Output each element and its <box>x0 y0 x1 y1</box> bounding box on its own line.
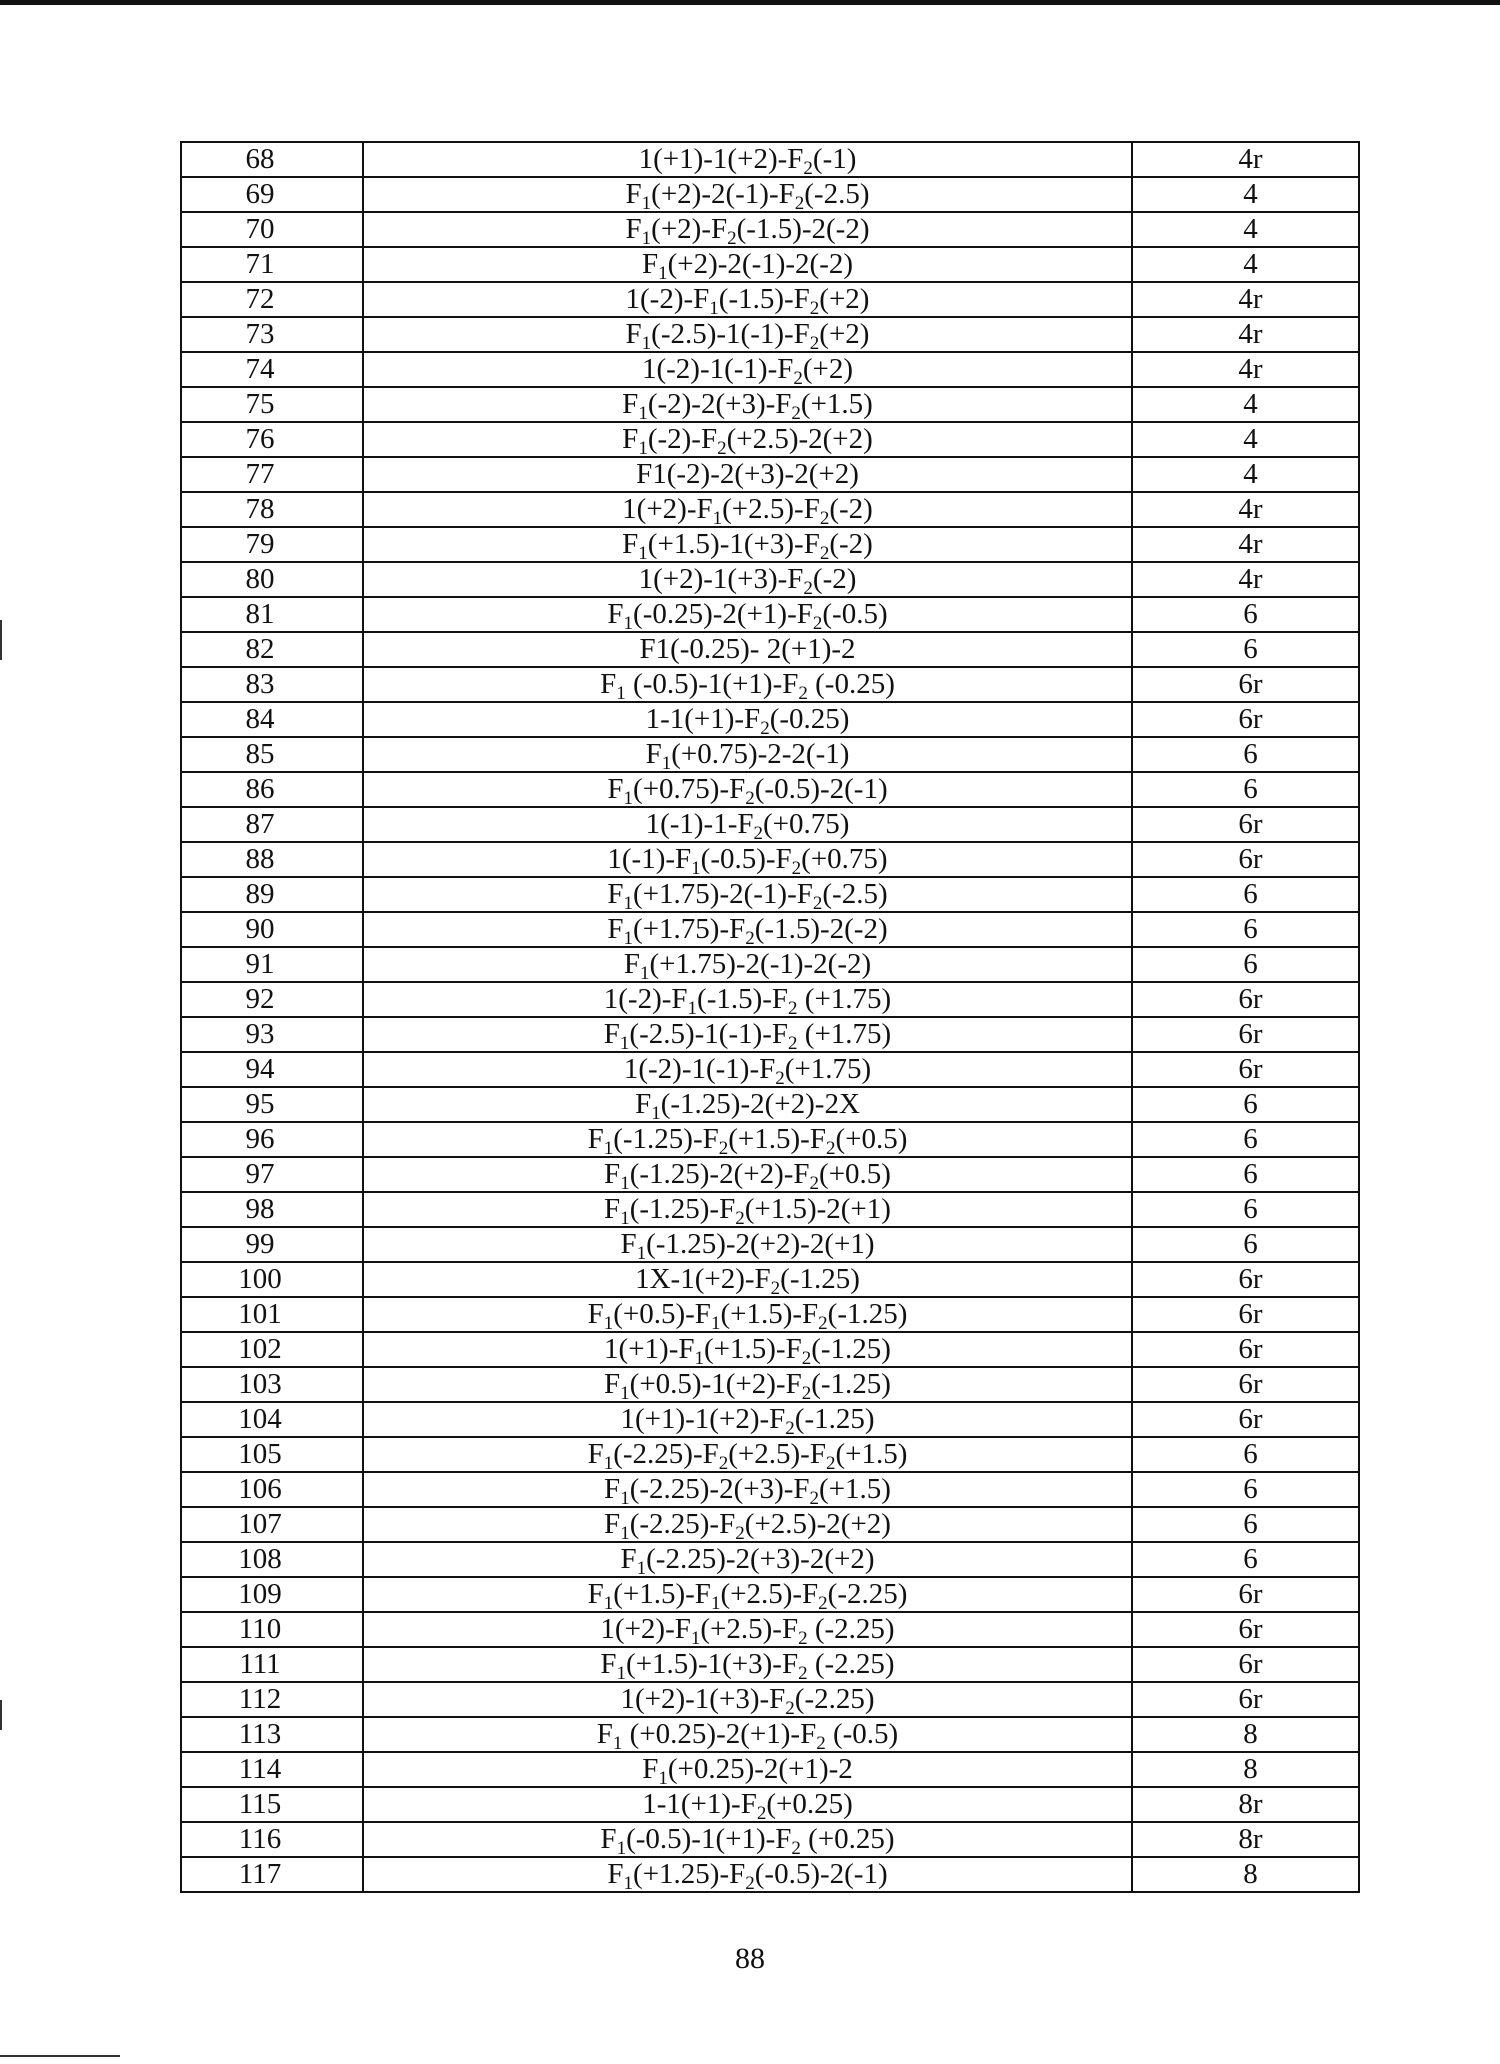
table-row <box>181 1542 1359 1577</box>
table-row <box>181 597 1359 632</box>
symmetry-cell: 8 <box>1132 1857 1359 1892</box>
symmetry-cell: 6r <box>1132 1262 1359 1297</box>
sequence-code-cell: $1(+2)-F_1(+2.5)-F_2(-2)$ <box>363 492 1132 527</box>
table-row <box>181 1227 1359 1262</box>
row-number-cell: 69 <box>181 177 363 212</box>
row-number-cell: 84 <box>181 702 363 737</box>
sequence-code-cell: $1(-2)-F_1(-1.5)-F_2$ (+1.75) <box>363 982 1132 1017</box>
row-number-cell: 94 <box>181 1052 363 1087</box>
symmetry-cell: 4r <box>1132 492 1359 527</box>
row-number-cell: 113 <box>181 1717 363 1752</box>
table-row <box>181 1857 1359 1892</box>
table-row <box>181 527 1359 562</box>
symmetry-cell: 6r <box>1132 1367 1359 1402</box>
row-number-cell: 82 <box>181 632 363 667</box>
row-number-cell: 91 <box>181 947 363 982</box>
table-row <box>181 667 1359 702</box>
table-row <box>181 212 1359 247</box>
sequence-code-cell: $F_1$ $(-0.5)-1(+1)-F_2$ (-0.25) <box>363 667 1132 702</box>
row-number-cell: 89 <box>181 877 363 912</box>
row-number-cell: 77 <box>181 457 363 492</box>
symmetry-cell: 4r <box>1132 562 1359 597</box>
scan-left-mark <box>0 620 2 660</box>
sequence-code-cell: $1(-1)-1-F_2(+0.75)$ <box>363 807 1132 842</box>
sequence-code-cell: $1-1(+1)-F_2(+0.25)$ <box>363 1787 1132 1822</box>
data-table-container <box>180 141 1358 1893</box>
symmetry-cell: 6 <box>1132 1157 1359 1192</box>
row-number-cell: 90 <box>181 912 363 947</box>
row-number-cell: 81 <box>181 597 363 632</box>
row-number-cell: 86 <box>181 772 363 807</box>
sequence-code-cell: $F_1(+1.5)-1(+3)-F_2(-2)$ <box>363 527 1132 562</box>
symmetry-cell: 6 <box>1132 1192 1359 1227</box>
symmetry-cell: 6 <box>1132 877 1359 912</box>
symmetry-cell: 4 <box>1132 387 1359 422</box>
sequence-code-cell: $F_1(-0.5)-1(+1)-F_2$ (+0.25) <box>363 1822 1132 1857</box>
symmetry-cell: 6r <box>1132 1647 1359 1682</box>
row-number-cell: 88 <box>181 842 363 877</box>
table-row <box>181 1367 1359 1402</box>
table-row <box>181 1752 1359 1787</box>
row-number-cell: 93 <box>181 1017 363 1052</box>
table-row <box>181 877 1359 912</box>
sequence-code-cell: $1(-2)-1(-1)-F_2(+1.75)$ <box>363 1052 1132 1087</box>
sequence-code-cell: $1(-1)-F_1(-0.5)-F_2(+0.75)$ <box>363 842 1132 877</box>
sequence-code-cell: F1(-2)-2(+3)-2(+2) <box>363 457 1132 492</box>
table-row <box>181 1332 1359 1367</box>
symmetry-cell: 8r <box>1132 1787 1359 1822</box>
symmetry-cell: 6r <box>1132 982 1359 1017</box>
sequence-code-cell: $F_1(+0.75)-F_2(-0.5)-2(-1)$ <box>363 772 1132 807</box>
sequence-code-cell: $1(+2)-1(+3)-F_2(-2.25)$ <box>363 1682 1132 1717</box>
symmetry-cell: 6r <box>1132 1297 1359 1332</box>
sequence-code-cell: $F_1(+0.5)-1(+2)-F_2(-1.25)$ <box>363 1367 1132 1402</box>
sequence-code-cell: $1(+1)-1(+2)-F_2(-1.25)$ <box>363 1402 1132 1437</box>
row-number-cell: 70 <box>181 212 363 247</box>
table-row <box>181 1472 1359 1507</box>
row-number-cell: 73 <box>181 317 363 352</box>
table-row <box>181 177 1359 212</box>
table-row <box>181 387 1359 422</box>
symmetry-cell: 4r <box>1132 527 1359 562</box>
row-number-cell: 68 <box>181 142 363 177</box>
sequence-code-cell: $F_1(-2)-F_2(+2.5)-2(+2)$ <box>363 422 1132 457</box>
symmetry-cell: 4 <box>1132 457 1359 492</box>
symmetry-cell: 6 <box>1132 947 1359 982</box>
table-row <box>181 737 1359 772</box>
row-number-cell: 78 <box>181 492 363 527</box>
table-row <box>181 632 1359 667</box>
sequence-code-cell: $1-1(+1)-F_2(-0.25)$ <box>363 702 1132 737</box>
symmetry-cell: 6r <box>1132 807 1359 842</box>
sequence-code-cell: $1(+1)-1(+2)-F_2(-1)$ <box>363 142 1132 177</box>
sequence-code-cell: $F_1(-1.25)-2(+2)-F_2(+0.5)$ <box>363 1157 1132 1192</box>
row-number-cell: 116 <box>181 1822 363 1857</box>
sequence-code-cell: $F_1(+2)-F_2(-1.5)-2(-2)$ <box>363 212 1132 247</box>
symmetry-cell: 6r <box>1132 1332 1359 1367</box>
symmetry-cell: 8 <box>1132 1752 1359 1787</box>
symmetry-cell: 4 <box>1132 212 1359 247</box>
scan-bottom-line <box>0 2055 120 2057</box>
sequence-code-cell: $F_1(-2.5)-1(-1)-F_2$ (+1.75) <box>363 1017 1132 1052</box>
table-row <box>181 842 1359 877</box>
sequence-code-cell: $F_1(+1.75)-2(-1)-2(-2)$ <box>363 947 1132 982</box>
symmetry-cell: 4 <box>1132 422 1359 457</box>
row-number-cell: 87 <box>181 807 363 842</box>
symmetry-cell: 8r <box>1132 1822 1359 1857</box>
symmetry-cell: 6r <box>1132 842 1359 877</box>
sequence-code-cell: $F_1(+0.5)-F_1(+1.5)-F_2(-1.25)$ <box>363 1297 1132 1332</box>
sequence-code-cell: $F_1(-2)-2(+3)-F_2(+1.5)$ <box>363 387 1132 422</box>
sequence-code-cell: $F_1(+1.25)-F_2(-0.5)-2(-1)$ <box>363 1857 1132 1892</box>
table-row <box>181 1787 1359 1822</box>
row-number-cell: 100 <box>181 1262 363 1297</box>
symmetry-cell: 6r <box>1132 1402 1359 1437</box>
symmetry-cell: 6r <box>1132 702 1359 737</box>
sequence-code-cell: $F_1(-2.25)-F_2(+2.5)-2(+2)$ <box>363 1507 1132 1542</box>
table-row <box>181 1087 1359 1122</box>
sequence-code-cell: $F_1(-1.25)-F_2(+1.5)-F_2(+0.5)$ <box>363 1122 1132 1157</box>
symmetry-cell: 6 <box>1132 1542 1359 1577</box>
table-row <box>181 352 1359 387</box>
sequence-code-cell: $1(-2)-1(-1)-F_2(+2)$ <box>363 352 1132 387</box>
sequence-code-cell: $F_1(-0.25)-2(+1)-F_2(-0.5)$ <box>363 597 1132 632</box>
symmetry-cell: 6 <box>1132 1507 1359 1542</box>
symmetry-cell: 6r <box>1132 1577 1359 1612</box>
row-number-cell: 74 <box>181 352 363 387</box>
sequence-code-cell: $F_1(-1.25)-F_2(+1.5)-2(+1)$ <box>363 1192 1132 1227</box>
symmetry-cell: 6 <box>1132 1472 1359 1507</box>
symmetry-cell: 6r <box>1132 1052 1359 1087</box>
table-row <box>181 317 1359 352</box>
sequence-code-cell: $F_1(+1.5)-1(+3)-F_2$ (-2.25) <box>363 1647 1132 1682</box>
sequence-code-cell: $F_1(-1.25)-2(+2)-2(+1)$ <box>363 1227 1132 1262</box>
sequence-code-cell: $1(-2)-F_1(-1.5)-F_2(+2)$ <box>363 282 1132 317</box>
row-number-cell: 95 <box>181 1087 363 1122</box>
sequence-code-cell: $F_1(+1.75)-F_2(-1.5)-2(-2)$ <box>363 912 1132 947</box>
table-row <box>181 1262 1359 1297</box>
scan-left-mark-lower <box>0 1700 2 1730</box>
sequence-code-cell: F1(-0.25)- 2(+1)-2 <box>363 632 1132 667</box>
symmetry-cell: 8 <box>1132 1717 1359 1752</box>
sequence-code-cell: $F_1(-1.25)-2(+2)-2X$ <box>363 1087 1132 1122</box>
symmetry-cell: 4r <box>1132 352 1359 387</box>
table-row <box>181 1122 1359 1157</box>
row-number-cell: 110 <box>181 1612 363 1647</box>
row-number-cell: 97 <box>181 1157 363 1192</box>
row-number-cell: 98 <box>181 1192 363 1227</box>
row-number-cell: 101 <box>181 1297 363 1332</box>
table-row <box>181 772 1359 807</box>
table-row <box>181 702 1359 737</box>
symmetry-cell: 4r <box>1132 282 1359 317</box>
table-row <box>181 1192 1359 1227</box>
table-row <box>181 1647 1359 1682</box>
table-row <box>181 457 1359 492</box>
scan-top-border <box>0 0 1500 5</box>
table-row <box>181 282 1359 317</box>
sequence-code-cell: $F_1(+0.25)-2(+1)-2$ <box>363 1752 1132 1787</box>
sequence-code-cell: $F_1(+1.75)-2(-1)-F_2(-2.5)$ <box>363 877 1132 912</box>
symmetry-cell: 4 <box>1132 247 1359 282</box>
symmetry-cell: 6 <box>1132 772 1359 807</box>
row-number-cell: 85 <box>181 737 363 772</box>
symmetry-cell: 6r <box>1132 1682 1359 1717</box>
sequence-code-cell: $F_1(-2.5)-1(-1)-F_2(+2)$ <box>363 317 1132 352</box>
table-row <box>181 912 1359 947</box>
row-number-cell: 80 <box>181 562 363 597</box>
table-row <box>181 1507 1359 1542</box>
table-body <box>181 142 1359 1892</box>
sequence-code-cell: $F_1(+0.75)-2-2(-1)$ <box>363 737 1132 772</box>
row-number-cell: 107 <box>181 1507 363 1542</box>
row-number-cell: 108 <box>181 1542 363 1577</box>
table-row <box>181 1822 1359 1857</box>
row-number-cell: 109 <box>181 1577 363 1612</box>
table-row <box>181 1297 1359 1332</box>
table-row <box>181 562 1359 597</box>
sequence-code-cell: $1(+2)-1(+3)-F_2(-2)$ <box>363 562 1132 597</box>
row-number-cell: 105 <box>181 1437 363 1472</box>
symmetry-cell: 6 <box>1132 1087 1359 1122</box>
sequence-code-cell: $1X-1(+2)-F_2(-1.25)$ <box>363 1262 1132 1297</box>
table-row <box>181 1717 1359 1752</box>
table-row <box>181 1017 1359 1052</box>
table-row <box>181 947 1359 982</box>
symmetry-cell: 6 <box>1132 737 1359 772</box>
table-row <box>181 1577 1359 1612</box>
sequence-code-cell: $F_1(+2)-2(-1)-F_2(-2.5)$ <box>363 177 1132 212</box>
symmetry-cell: 4r <box>1132 317 1359 352</box>
symmetry-cell: 6r <box>1132 667 1359 702</box>
symmetry-cell: 4 <box>1132 177 1359 212</box>
symmetry-cell: 6 <box>1132 632 1359 667</box>
row-number-cell: 104 <box>181 1402 363 1437</box>
row-number-cell: 106 <box>181 1472 363 1507</box>
sequence-code-cell: $F_1(+2)-2(-1)-2(-2)$ <box>363 247 1132 282</box>
symmetry-cell: 6 <box>1132 597 1359 632</box>
row-number-cell: 75 <box>181 387 363 422</box>
symmetry-cell: 4r <box>1132 142 1359 177</box>
page-number: 88 <box>735 1942 765 1975</box>
row-number-cell: 102 <box>181 1332 363 1367</box>
symmetry-cell: 6 <box>1132 1437 1359 1472</box>
sequence-code-cell: $F_1(-2.25)-2(+3)-2(+2)$ <box>363 1542 1132 1577</box>
row-number-cell: 76 <box>181 422 363 457</box>
row-number-cell: 71 <box>181 247 363 282</box>
symmetry-cell: 6r <box>1132 1017 1359 1052</box>
row-number-cell: 79 <box>181 527 363 562</box>
table-row <box>181 1157 1359 1192</box>
row-number-cell: 96 <box>181 1122 363 1157</box>
row-number-cell: 103 <box>181 1367 363 1402</box>
sequence-code-cell: $F_1(+1.5)-F_1(+2.5)-F_2(-2.25)$ <box>363 1577 1132 1612</box>
table-row <box>181 142 1359 177</box>
table-row <box>181 492 1359 527</box>
table-row <box>181 1612 1359 1647</box>
table-row <box>181 247 1359 282</box>
table-row <box>181 982 1359 1017</box>
symmetry-cell: 6r <box>1132 1612 1359 1647</box>
row-number-cell: 111 <box>181 1647 363 1682</box>
row-number-cell: 83 <box>181 667 363 702</box>
table-row <box>181 1402 1359 1437</box>
table-row <box>181 1052 1359 1087</box>
symmetry-cell: 6 <box>1132 912 1359 947</box>
row-number-cell: 114 <box>181 1752 363 1787</box>
sequence-code-cell: $1(+1)-F_1(+1.5)-F_2(-1.25)$ <box>363 1332 1132 1367</box>
sequence-code-cell: $1(+2)-F_1(+2.5)-F_2$ (-2.25) <box>363 1612 1132 1647</box>
data-table <box>180 141 1360 1893</box>
sequence-code-cell: $F_1(-2.25)-F_2(+2.5)-F_2(+1.5)$ <box>363 1437 1132 1472</box>
row-number-cell: 117 <box>181 1857 363 1892</box>
row-number-cell: 92 <box>181 982 363 1017</box>
table-row <box>181 807 1359 842</box>
row-number-cell: 99 <box>181 1227 363 1262</box>
sequence-code-cell: $F_1$ $(+0.25)-2(+1)-F_2$ (-0.5) <box>363 1717 1132 1752</box>
row-number-cell: 72 <box>181 282 363 317</box>
symmetry-cell: 6 <box>1132 1122 1359 1157</box>
symmetry-cell: 6 <box>1132 1227 1359 1262</box>
table-row <box>181 1437 1359 1472</box>
table-row <box>181 422 1359 457</box>
table-row <box>181 1682 1359 1717</box>
row-number-cell: 112 <box>181 1682 363 1717</box>
sequence-code-cell: $F_1(-2.25)-2(+3)-F_2(+1.5)$ <box>363 1472 1132 1507</box>
row-number-cell: 115 <box>181 1787 363 1822</box>
